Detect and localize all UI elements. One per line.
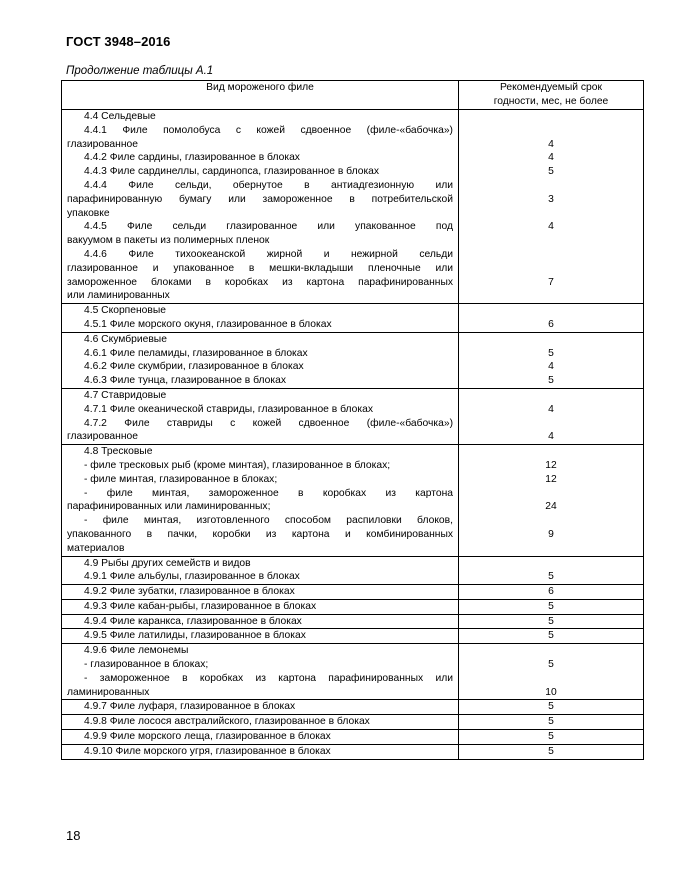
shelf-life-value [464,124,638,138]
table-caption: Продолжение таблицы А.1 [66,65,214,77]
fillet-type-text: парафинированных или ламинированных; [67,501,271,513]
table-row [62,445,644,556]
fillet-type-text: 4.6 Скумбриевые [84,333,167,345]
shelf-life-cell [459,332,644,388]
fillet-type-text: 4.7.2 Филе ставриды с кожей сдвоенное (филе-«бабочка») [84,417,453,429]
table-row [62,614,644,629]
fillet-type-text: 4.9.6 Филе лемонемы [84,645,189,657]
table-row [62,730,644,745]
fillet-type-cell [62,644,459,700]
fillet-type-text: 4.9.5 Филе латилиды, глазированное в блоках [84,630,306,642]
fillet-type-text: 4.9.2 Филе зубатки, глазированное в блоках [84,586,295,598]
shelf-life-cell [459,700,644,715]
fillet-type-text: - глазированное в блоках; [84,659,209,671]
shelf-life-cell [459,304,644,333]
fillet-type-text: вакуумом в пакеты из полимерных пленок [67,235,270,247]
shelf-life-value: 10 [545,686,557,698]
fillet-type-cell [62,730,459,745]
table-row [62,629,644,644]
fillet-type-cell [62,304,459,333]
fillet-type-text: парафинированную бумагу или замороженное в потребительской [67,193,453,205]
shelf-life-value [464,234,638,248]
shelf-life-value: 9 [548,528,554,540]
column-header-shelf-life-line1: Рекомендуемый срок [500,82,602,93]
shelf-life-value: 5 [548,347,554,359]
shelf-life-value: 4 [548,361,554,373]
column-header-shelf-life [459,81,644,110]
fillet-type-text: 4.4.2 Филе сардины, глазированное в блоках [84,152,300,164]
shelf-life-cell [459,599,644,614]
shelf-life-value [464,445,638,459]
shelf-life-value: 12 [545,459,557,471]
fillet-type-cell [62,110,459,304]
shelf-life-value [464,542,638,556]
shelf-life-cell [459,744,644,759]
shelf-life-value [464,304,638,318]
fillet-type-text: 4.5.1 Филе морского окуня, глазированное в блоках [84,318,332,330]
table-row [62,556,644,585]
fillet-type-cell [62,614,459,629]
shelf-life-value [464,487,638,501]
fillet-type-text: упакованного в пачки, коробки из картона и комбинированных [67,528,453,540]
fillet-type-text: ламинированных [67,686,150,698]
fillet-type-cell [62,744,459,759]
fillet-type-cell [62,700,459,715]
fillet-type-text: - филе тресковых рыб (кроме минтая), глазированное в блоках; [84,459,391,471]
shelf-life-cell [459,644,644,700]
shelf-life-value: 5 [548,166,554,178]
fillet-type-text: 4.9.3 Филе кабан-рыбы, глазированное в блоках [84,600,317,612]
fillet-type-text: материалов [67,542,125,554]
fillet-type-text: 4.6.3 Филе тунца, глазированное в блоках [84,375,287,387]
shelf-life-cell [459,556,644,585]
shelf-life-value [464,289,638,303]
shelf-life-cell [459,585,644,600]
shelf-life-value: 5 [548,745,554,757]
fillet-type-text: 4.4.6 Филе тихоокеанской жирной и нежирной сельди [84,248,453,260]
fillet-type-cell [62,585,459,600]
fillet-type-text: глазированное [67,431,138,443]
shelf-life-value: 6 [548,318,554,330]
table-row [62,388,644,444]
shelf-life-value: 5 [548,716,554,728]
shelf-life-value: 4 [548,403,554,415]
table-row [62,332,644,388]
fillet-type-text: 4.8 Тресковые [84,446,153,458]
fillet-type-text: упаковке [67,207,110,219]
table-row [62,744,644,759]
fillet-type-text: 4.9.7 Филе луфаря, глазированное в блоках [84,701,296,713]
table-row [62,715,644,730]
shelf-life-value [464,557,638,571]
shelf-life-value [464,389,638,403]
table-row [62,304,644,333]
table-body [62,110,644,760]
fillet-type-text: глазированное и упакованное в мешки-вкладыши пленочные или [67,262,453,274]
fillet-type-text: 4.4.1 Филе помолобуса с кожей сдвоенное (филе-«бабочка») [84,124,453,136]
shelf-life-value: 5 [548,630,554,642]
shelf-life-value: 12 [545,473,557,485]
shelf-life-cell [459,715,644,730]
fillet-type-text: - филе минтая, замороженное в коробках из картона [84,487,453,499]
shelf-life-value [464,248,638,262]
shelf-life-value: 4 [548,138,554,150]
fillet-type-cell [62,629,459,644]
shelf-life-value [464,672,638,686]
fillet-type-text: 4.9.4 Филе каранкса, глазированное в блоках [84,615,302,627]
shelf-life-value [464,644,638,658]
shelf-life-cell [459,730,644,745]
shelf-life-value: 5 [548,571,554,583]
shelf-life-value: 6 [548,586,554,598]
shelf-life-value: 3 [548,193,554,205]
table-row [62,585,644,600]
fillet-type-text: 4.9.8 Филе лосося австралийского, глазированное в блоках [84,716,370,728]
shelf-life-value: 24 [545,501,557,513]
shelf-life-value: 4 [548,152,554,164]
fillet-type-text: 4.4.3 Филе сардинеллы, сардинопса, глазированное в блоках [84,166,380,178]
table-header-row [62,81,644,110]
shelf-life-value: 5 [548,659,554,671]
fillet-type-text: 4.9.1 Филе альбулы, глазированное в блоках [84,571,300,583]
shelf-life-cell [459,388,644,444]
shelf-life-value [464,207,638,221]
table-row [62,599,644,614]
fillet-type-text: 4.9.10 Филе морского угря, глазированное в блоках [84,745,331,757]
shelf-life-value: 4 [548,431,554,443]
table-row [62,700,644,715]
document-header: ГОСТ 3948–2016 [66,34,171,49]
shelf-life-cell [459,614,644,629]
shelf-life-cell [459,445,644,556]
shelf-life-value [464,262,638,276]
fillet-type-text: глазированное [67,138,138,150]
table-row [62,110,644,304]
shelf-life-value [464,514,638,528]
shelf-life-cell [459,110,644,304]
table-row [62,644,644,700]
shelf-life-value: 5 [548,600,554,612]
fillet-type-text: 4.6.2 Филе скумбрии, глазированное в блоках [84,361,304,373]
fillet-type-text: 4.4.4 Филе сельди, обернутое в антиадгезионную или [84,179,453,191]
shelf-life-value [464,417,638,431]
fillet-type-text: - филе минтая, глазированное в блоках; [84,473,278,485]
page-number: 18 [66,828,81,843]
shelf-life-value [464,333,638,347]
fillet-type-text: 4.9.9 Филе морского леща, глазированное в блоках [84,731,331,743]
shelf-life-value: 5 [548,731,554,743]
fillet-type-cell [62,599,459,614]
fillet-type-cell [62,556,459,585]
fillet-type-text: 4.6.1 Филе пеламиды, глазированное в блоках [84,347,308,359]
fillet-type-cell [62,388,459,444]
shelf-life-value [464,179,638,193]
fillet-type-text: 4.4.5 Филе сельди глазированное или упакованное под [84,221,453,233]
fillet-type-text: 4.4 Сельдевые [84,111,156,122]
shelf-life-value [464,110,638,124]
fillet-type-cell [62,332,459,388]
fillet-type-cell [62,445,459,556]
shelf-life-value: 4 [548,221,554,233]
fillet-type-text: 4.9 Рыбы других семейств и видов [84,557,251,569]
fillet-type-text: или ламинированных [67,290,170,302]
fillet-type-text: - замороженное в коробках из картона парафинированных или [84,672,453,684]
shelf-life-value: 5 [548,701,554,713]
fillet-type-text: замороженное блоками в коробках из картона парафинированных [67,276,453,288]
fillet-type-cell [62,715,459,730]
column-header-shelf-life-line2: годности, мес, не более [493,95,609,107]
fillet-type-text: - филе минтая, изготовленного способом распиловки блоков, [84,515,453,527]
shelf-life-cell [459,629,644,644]
shelf-life-value: 5 [548,615,554,627]
fillet-type-text: 4.7 Ставридовые [84,389,167,401]
shelf-life-value: 7 [548,276,554,288]
shelf-life-table [61,80,644,760]
fillet-type-text: 4.7.1 Филе океанической ставриды, глазированное в блоках [84,403,373,415]
shelf-life-value: 5 [548,375,554,387]
column-header-fillet-type: Вид мороженого филе [62,81,459,110]
fillet-type-text: 4.5 Скорпеновые [84,305,166,317]
